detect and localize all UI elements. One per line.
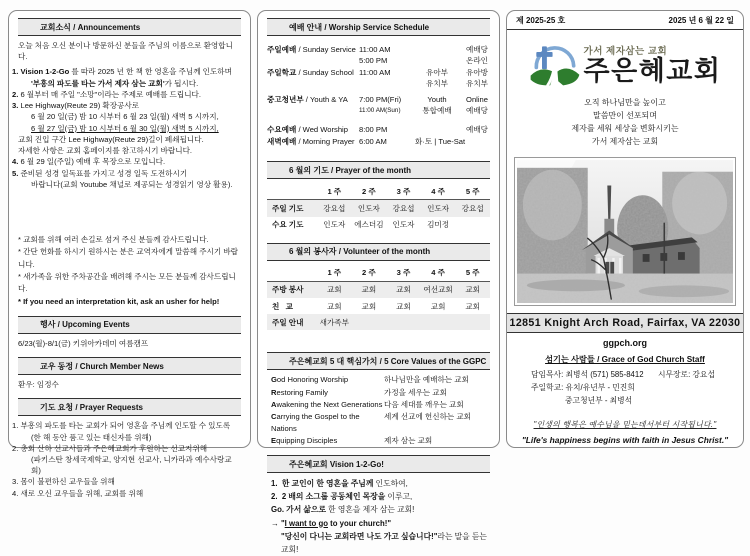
quote-english: "Life's happiness begins with faith in Jesus Christ." bbox=[521, 434, 729, 445]
worship-row: 주일예배 / Sunday Service 11:00 AM 예배당 bbox=[267, 45, 488, 54]
worship-row: 11:00 AM(Sun) 통합예배 예배당 bbox=[359, 105, 488, 115]
worship-schedule-header bbox=[267, 18, 490, 36]
announcement-item-2: 2. 6 월부터 매 주일 "소망"이라는 주제로 예배를 드립니다. bbox=[12, 89, 202, 99]
worship-row: 유치부 유치부 bbox=[425, 79, 488, 89]
prayer-month-header bbox=[267, 161, 490, 179]
church-photo bbox=[514, 157, 736, 306]
prayer-request-2-cont: (파키스탄 창세국제학교, 양지현 선교사, 니카라과 예수사랑교회) bbox=[31, 455, 232, 476]
events-text: 6/23(월)-8/1(금) 키위아카데미 여름캠프 bbox=[18, 338, 149, 348]
staff-row-pastor: 담임목사: 최병석 (571) 585-8412 시무장로: 강요섭 bbox=[531, 369, 715, 379]
church-logo-text bbox=[584, 43, 722, 86]
announcement-item-5: 5. 준비된 성경 일독표를 가지고 성경 일독 도전하시기 bbox=[12, 168, 188, 178]
right-panel bbox=[506, 10, 744, 448]
core-values-header bbox=[267, 352, 490, 370]
announcement-item-5-cont: 바랍니다(교회 Youtube 채널로 제공되는 성경읽기 영상 활용). bbox=[31, 179, 233, 189]
prayer-request-4: 4. 새로 오신 교우들을 위해, 교회를 위해 bbox=[12, 488, 144, 498]
middle-panel bbox=[257, 10, 500, 554]
worship-row: 중고청년부 / Youth & YA 7:00 PM(Fri) Youth Online bbox=[267, 94, 488, 104]
church-photo-illustration bbox=[517, 160, 733, 303]
staff-title: 섬기는 사람들 / Grace of God Church Staff bbox=[545, 354, 705, 364]
mission-line: 말씀만이 선포되며 bbox=[592, 110, 658, 120]
announcement-item-1: 1. Vision 1-2-Go 를 따라 2025 년 한 책 한 영혼을 주님께 인도하며 bbox=[12, 67, 232, 77]
member-news-header bbox=[18, 357, 241, 375]
worship-row: 주일학교 / Sunday School 11:00 AM 유아부 유아방 bbox=[267, 67, 488, 77]
vision-header bbox=[267, 455, 490, 473]
events-title: 행사 / Upcoming Events bbox=[40, 320, 130, 330]
church-logo-block bbox=[507, 40, 743, 90]
announcement-item-3: 3. Lee Highway(Reute 29) 확장공사로 bbox=[12, 101, 140, 111]
announcement-item-3-line4: 교회 진입 구간 Lee Highway(Reute 29)길이 폐쇄됩니다. bbox=[18, 134, 204, 144]
mission-line: 가서 제자삼는 교회 bbox=[591, 136, 659, 146]
prayer-month-week-header: 1 주 2 주 3 주 4 주 5 주 bbox=[267, 183, 490, 200]
church-logo-icon bbox=[529, 40, 581, 90]
address-bar: 12851 Knight Arch Road, Fairfax, VA 22030 bbox=[507, 313, 743, 333]
announcement-item-3-line3: 6 월 27 일(금) 밤 10 시부터 6 월 30 일(월) 새벽 5 시까지, bbox=[31, 123, 219, 133]
events-header bbox=[18, 316, 241, 334]
staff-row-youth: 중고청년부 - 최병석 bbox=[565, 396, 633, 406]
worship-schedule-title: 예배 안내 / Worship Service Schedule bbox=[289, 22, 430, 32]
note-2: * 간단 헌화를 하시기 원하시는 분은 교역자에게 말씀해 주시기 바랍니다. bbox=[18, 247, 239, 269]
note-1: * 교회를 위해 여러 손길로 섬겨 주신 분들께 감사드립니다. bbox=[18, 235, 209, 245]
prayer-month-row-wednesday: 수요 기도 인도자 에스더김 인도자 김미정 bbox=[272, 220, 450, 230]
quote-korean: "인생의 행복은 예수님을 믿는데서부터 시작됩니다." bbox=[533, 419, 717, 429]
prayer-request-3: 3. 몸이 불편하신 교우들을 위해 bbox=[12, 477, 115, 487]
issue-number: 제 2025-25 호 bbox=[516, 16, 566, 25]
core-value-row: Carrying the Gospel to the Nations 세계 선교에 헌신하는 교회 bbox=[271, 411, 472, 433]
masthead-strip bbox=[507, 11, 743, 30]
member-news-text: 환우: 임정수 bbox=[18, 380, 59, 390]
welcome-line: 오늘 처음 오신 분이나 방문하신 분들을 주님의 이름으로 환영합니다. bbox=[18, 41, 233, 62]
vision-line-go: Go. 가서 삶으로 한 영혼을 제자 삼는 교회! bbox=[271, 505, 415, 515]
vision-title: 주은혜교회 Vision 1-2-Go! bbox=[289, 459, 384, 469]
website-url: ggpch.org bbox=[603, 337, 647, 348]
prayer-request-2: 2. 총회 산하 선교사들과 주은혜교회가 후원하는 선교지위해 bbox=[12, 443, 208, 453]
core-values-title: 주은혜교회 5 대 핵심가치 / 5 Core Values of the GGPC bbox=[289, 356, 487, 366]
vision-line-quote-ko: "당신이 다니는 교회라면 나도 가고 싶습니다!"라는 말을 듣는 교회! bbox=[281, 531, 487, 554]
prayer-month-title: 6 월의 기도 / Prayer of the month bbox=[289, 165, 412, 175]
left-panel bbox=[8, 10, 251, 498]
church-name: 주은혜교회 bbox=[583, 56, 722, 87]
announcement-item-4: 4. 6 월 29 일(주일) 예배 후 목장으로 모입니다. bbox=[12, 157, 166, 167]
announcements-header bbox=[18, 18, 241, 36]
worship-row: 수요예배 / Wed Worship 8:00 PM 예배당 bbox=[267, 125, 488, 135]
note-3: * 새가족을 위한 주차공간을 배려해 주시는 모든 분들께 감사드립니다. bbox=[18, 271, 236, 294]
staff-row-sunday-school: 주일학교: 유치/유년부 - 민진희 bbox=[531, 383, 635, 393]
core-value-row: Equipping Disciples 제자 삼는 교회 bbox=[271, 436, 433, 446]
core-value-row: Restoring Family 가정을 세우는 교회 bbox=[271, 387, 447, 397]
issue-date: 2025 년 6 월 22 일 bbox=[668, 16, 734, 25]
thank-you-notes bbox=[18, 234, 241, 308]
member-news-title: 교우 동정 / Church Member News bbox=[40, 361, 164, 371]
prayer-requests-title: 기도 요청 / Prayer Requests bbox=[40, 402, 143, 412]
core-value-row: Awakening the Next Generations 다음 세대를 깨우는 교회 bbox=[271, 399, 464, 409]
announcement-item-3-line2: 6 월 20 일(금) 밤 10 시부터 6 월 23 일(월) 새벽 5 시까지, bbox=[31, 112, 219, 122]
volunteer-month-week-header: 1 주 2 주 3 주 4 주 5 주 bbox=[267, 265, 490, 282]
volunteer-month-title: 6 월의 봉사자 / Volunteer of the month bbox=[289, 247, 431, 257]
mission-line: 제자를 세워 세상을 변화시키는 bbox=[571, 123, 679, 133]
vision-line-2: 2. 2 배의 소그룹 공동체인 목장을 이루고, bbox=[271, 492, 413, 502]
volunteer-row-kitchen: 주방 봉사 교회 교회 교회 여선교회 교회 bbox=[267, 282, 490, 298]
vision-line-1: 1. 한 교인이 한 영혼을 주님께 인도하여, bbox=[271, 479, 408, 489]
core-value-row: God Honoring Worship 하나님만을 예배하는 교회 bbox=[271, 375, 469, 385]
volunteer-month-header bbox=[267, 243, 490, 261]
church-tagline: 가서 제자삼는 교회 bbox=[583, 46, 668, 58]
prayer-request-1-cont: (한 해 동안 품고 있는 태신자를 위해) bbox=[31, 432, 152, 442]
closing-quotes bbox=[507, 419, 743, 445]
worship-row: 5:00 PM 온라인 bbox=[359, 56, 488, 66]
volunteer-row-usher: 주일 안내 새가족부 bbox=[267, 314, 490, 330]
mission-line: 오직 하나님만을 높이고 bbox=[584, 98, 666, 107]
prayer-request-1: 1. 부흥의 파도를 타는 교회가 되어 영혼을 주님께 인도할 수 있도록 bbox=[12, 421, 231, 431]
worship-row: 새벽예배 / Morning Prayer 6:00 AM 화·토 | Tue-Sat bbox=[267, 136, 466, 146]
note-interpretation: * If you need an interpretation kit, ask an usher for help! bbox=[18, 296, 220, 306]
mission-statement bbox=[507, 97, 743, 149]
prayer-month-row-sunday: 주일 기도 강요섭 인도자 강요섭 인도자 강요섭 bbox=[267, 200, 490, 216]
announcements-title: 교회소식 / Announcements bbox=[40, 22, 141, 32]
volunteer-row-fellowship: 친 교 교회 교회 교회 교회 교회 bbox=[272, 301, 481, 311]
announcement-item-3-line5: 자세한 사항은 교회 홈페이지를 참고하시기 바랍니다. bbox=[18, 146, 193, 156]
staff-section bbox=[507, 354, 743, 408]
vision-line-quote-en: → "I want to go to your church!" bbox=[271, 518, 392, 528]
prayer-requests-header bbox=[18, 398, 241, 416]
announcement-item-1-cont: '부흥의 파도를 타는 가서 제자 삼는 교회'가 됩시다. bbox=[31, 78, 199, 88]
